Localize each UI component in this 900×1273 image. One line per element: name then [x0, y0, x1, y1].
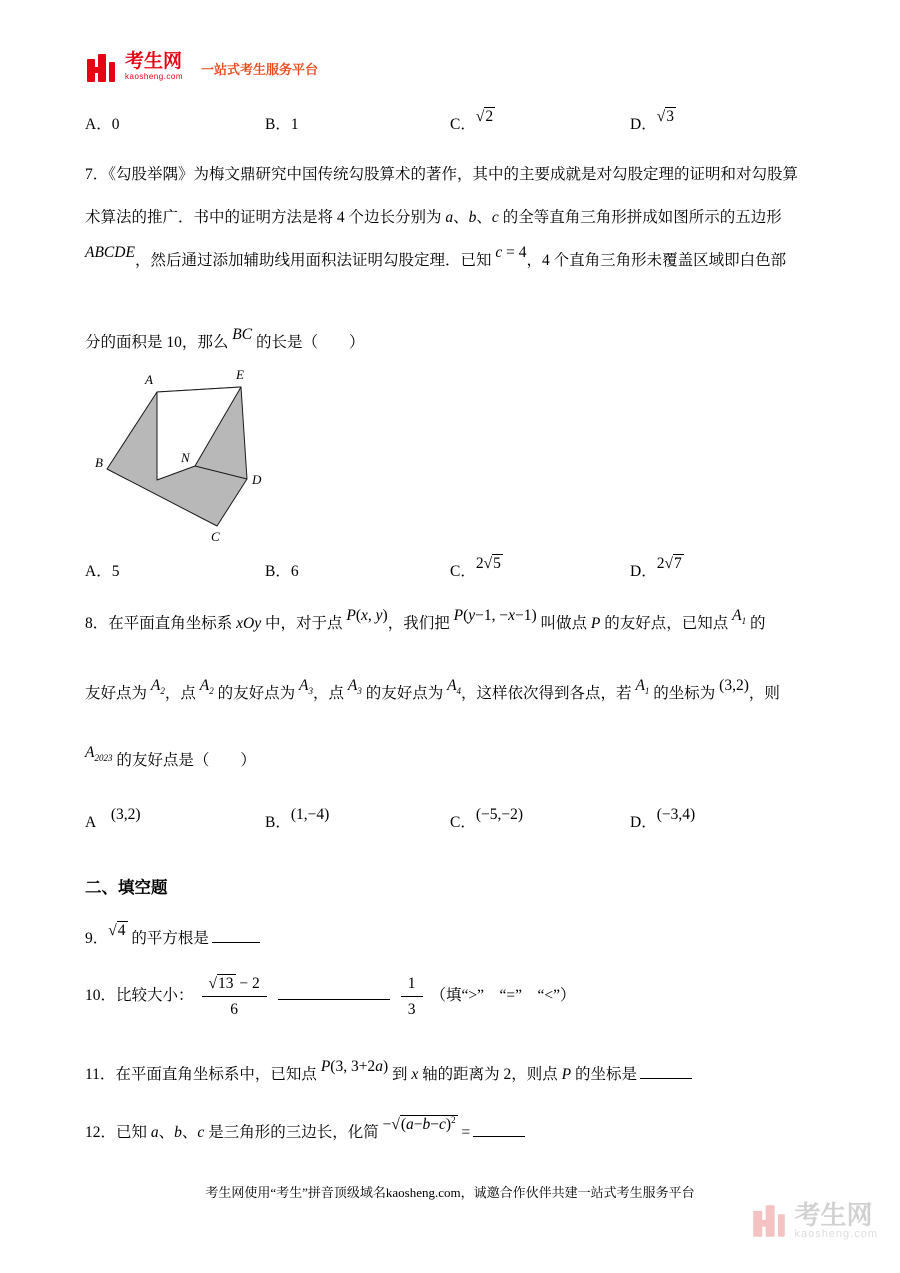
page-footer: 考生网使用“考生”拼音顶级域名kaosheng.com，诚邀合作伙伴共建一站式考生服务平台 [205, 1185, 695, 1200]
section-2-title: 二、填空题 [85, 878, 168, 897]
question-8-options-row [85, 806, 815, 836]
question-8-line-2: 友好点为 $A_2$，点 $A_2$ 的友好点为 $A_3$，点 $A_3$ 的友好点为 $A_4$，这样依次得到各点，若 $A_1$ 的坐标为 (3,2)，则 [85, 677, 780, 702]
site-header [0, 0, 900, 92]
question-9: 9．√4 的平方根是 [85, 924, 815, 954]
brand-tagline: 一站式考生服务平台 [201, 62, 319, 77]
question-7-line-3: ABCDE，然后通过添加辅助线用面积法证明勾股定理．已知 c = 4，4 个直角三角形未覆盖区域即白色部 [85, 244, 787, 269]
kaosheng-logo-icon [85, 52, 117, 84]
question-8 [85, 609, 815, 776]
option-c: C．√2 [450, 108, 494, 133]
option-a: A．5 [85, 563, 120, 580]
question-7-line-1: 7．《勾股举隅》为梅文鼎研究中国传统勾股算术的著作，其中的主要成就是对勾股定理的证明和对勾股算 [85, 166, 799, 183]
option-d: D．√3 [630, 108, 674, 133]
brand-block [125, 52, 183, 82]
kaosheng-watermark-icon [751, 1203, 787, 1239]
option-b: B．1 [265, 116, 299, 133]
figure-label-e: E [236, 367, 244, 382]
question-7-line-2: 术算法的推广．书中的证明方法是将 4 个边长分别为 a、b、c 的全等直角三角形拼成如图所示的五边形 [85, 209, 782, 226]
option-b: B．6 [265, 563, 299, 580]
question-11: 11．在平面直角坐标系中，已知点 P(3, 3+2a) 到 x 轴的距离为 2，则点 P 的坐标是 [85, 1060, 815, 1090]
brand-domain: kaosheng.com [125, 71, 184, 81]
option-a: A (3,2) [85, 806, 141, 831]
question-8-line-3: $A_{2023}$ 的友好点是（ ） [85, 744, 256, 769]
question-7 [85, 160, 815, 358]
option-b: B．(1,−4) [265, 806, 330, 831]
figure-label-b: B [95, 455, 103, 470]
option-c: C．2√5 [450, 555, 501, 580]
option-d: D．2√7 [630, 555, 682, 580]
option-d: D．(−3,4) [630, 806, 696, 831]
kaosheng-watermark [751, 1202, 878, 1241]
figure-label-d: D [252, 472, 262, 487]
option-c: C．(−5,−2) [450, 806, 524, 831]
document-body [0, 108, 900, 1148]
pythagorean-pentagon-figure [95, 366, 815, 549]
watermark-brand: 考生网 [794, 1200, 873, 1230]
watermark-domain: kaosheng.com [794, 1228, 878, 1241]
brand-name: 考生网 [125, 51, 183, 72]
figure-label-a: A [145, 372, 153, 387]
question-10: 10．比较大小： $\frac{√13 - 2}{6}$ $\frac{1}{3}$ （填“>” “=” “<”） [85, 975, 576, 1019]
watermark-text-block [794, 1202, 878, 1241]
question-12: 12．已知 a、b、c 是三角形的三边长，化简 $-√(a-b-c)^2$ = [85, 1118, 815, 1148]
question-6-options-row [85, 108, 815, 138]
figure-label-n: N [181, 450, 190, 465]
figure-label-c: C [211, 529, 220, 544]
question-7-line-4: 分的面积是 10，那么 BC 的长是（ ） [85, 326, 365, 351]
question-7-options-row [85, 555, 815, 585]
question-8-line-1: 8．在平面直角坐标系 xOy 中，对于点 P(x, y)，我们把 P(y−1, −x−1) 叫做点 P 的友好点，已知点 $A_1$ 的 [85, 607, 766, 632]
option-a: A．0 [85, 116, 120, 133]
